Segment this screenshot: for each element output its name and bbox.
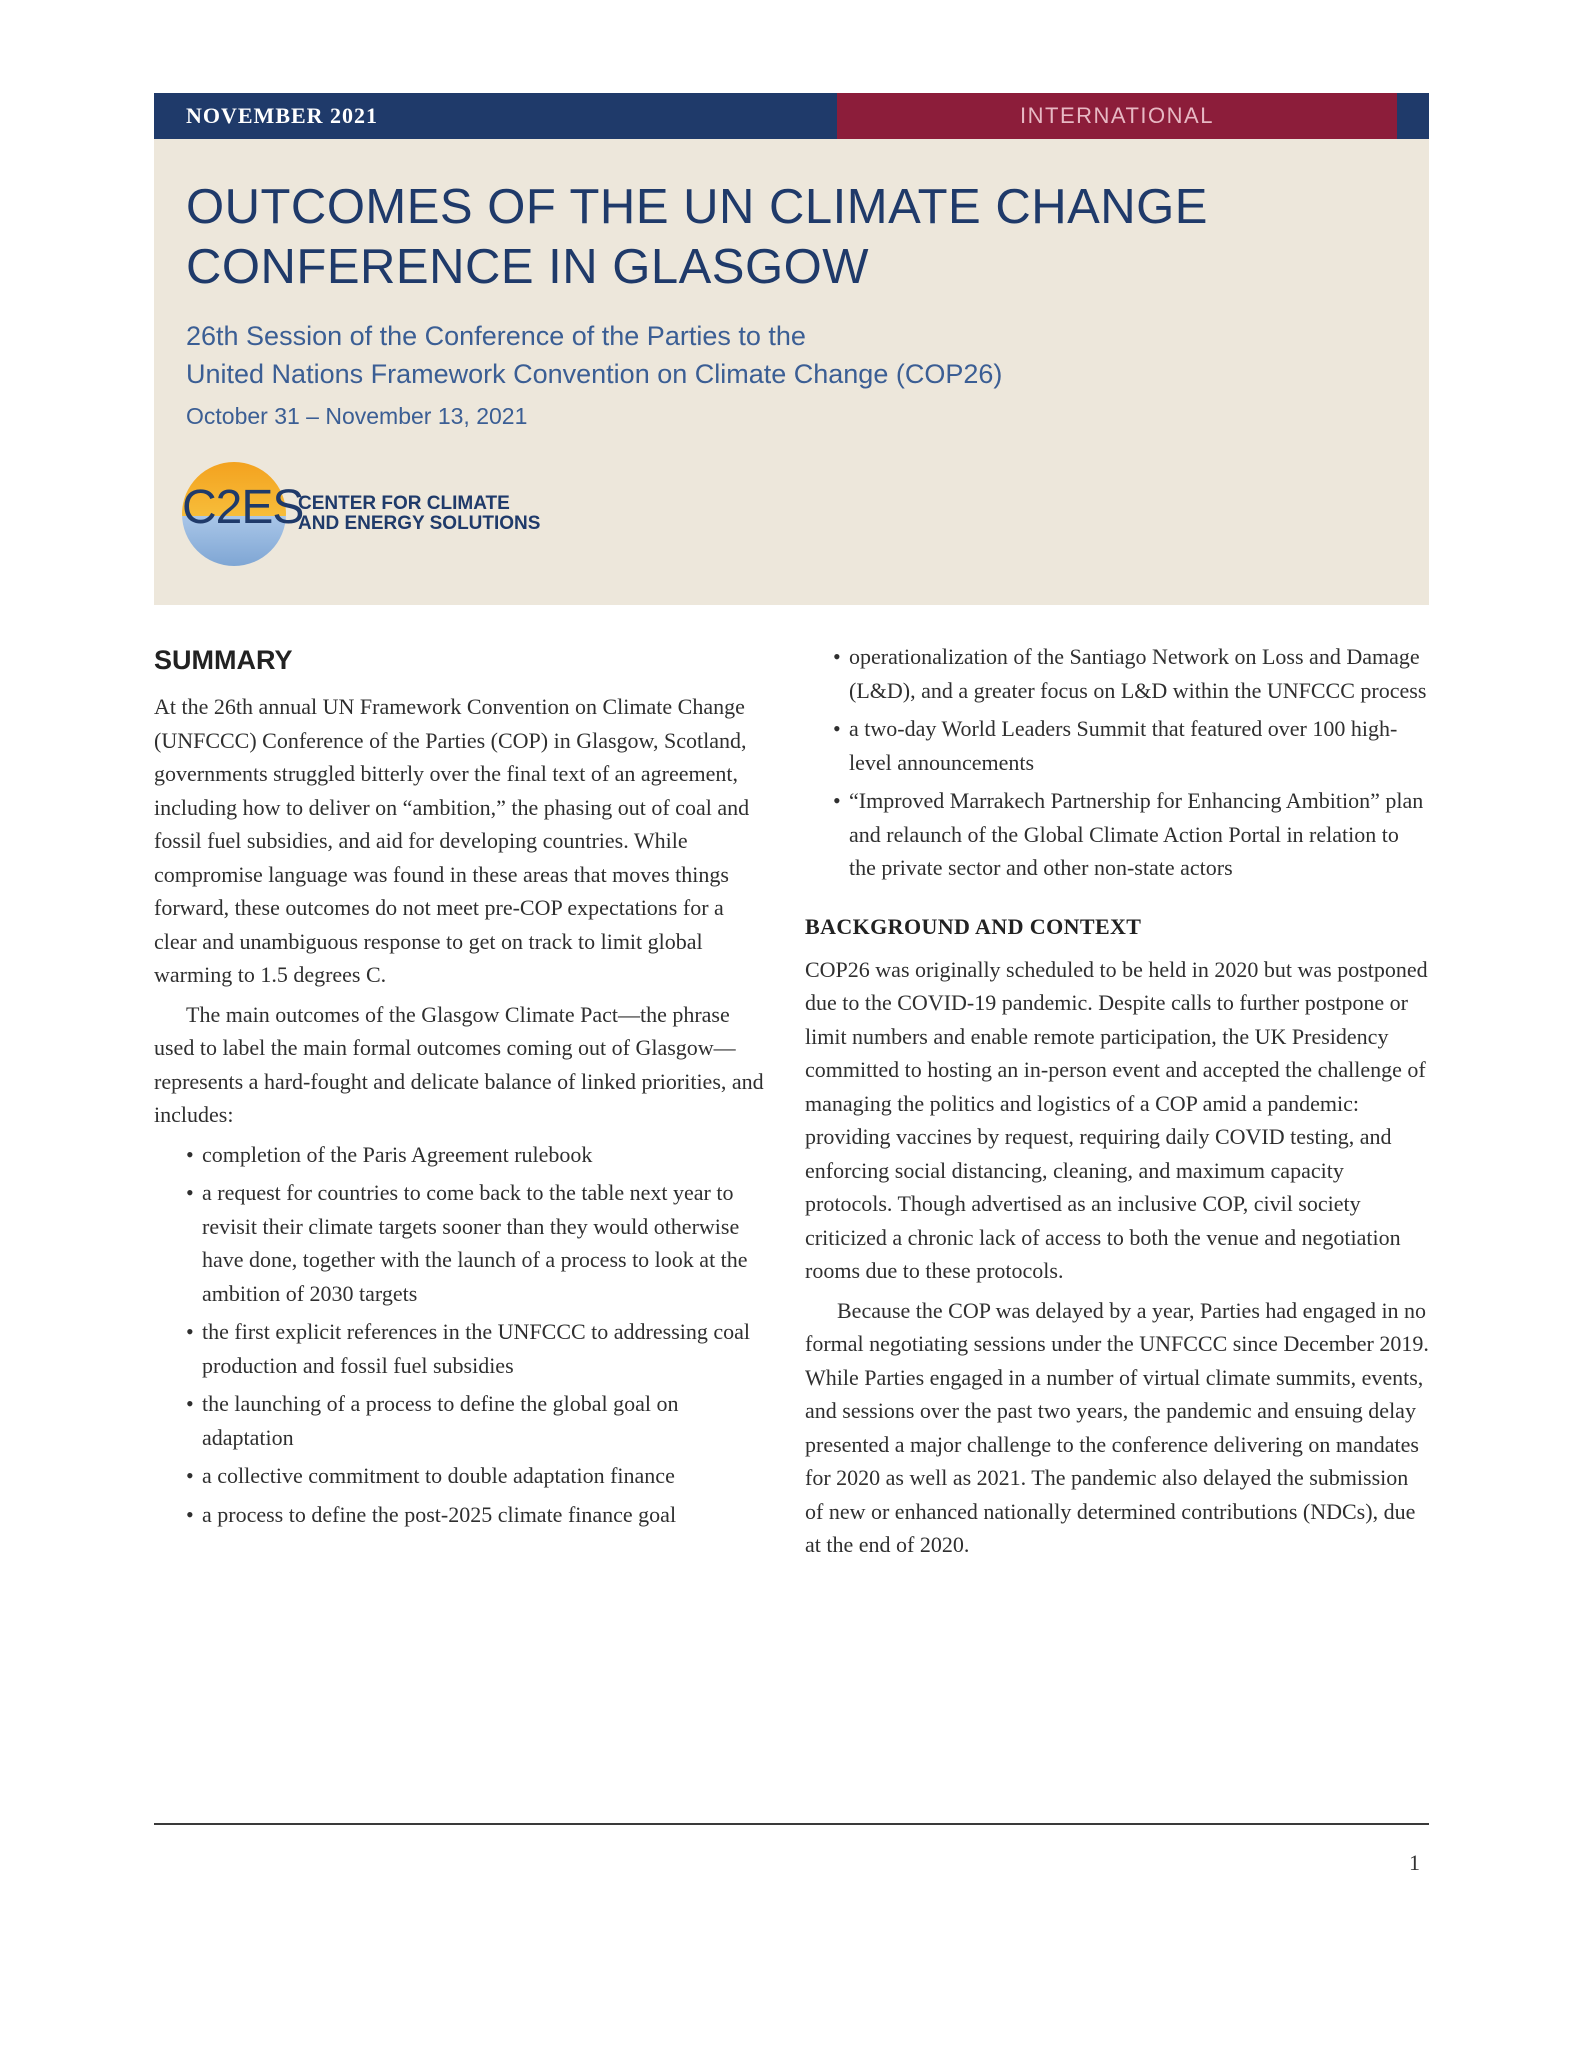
c2es-logo: [182, 462, 602, 570]
background-paragraph-2: Because the COP was delayed by a year, Parties had engaged in no formal negotiating sessions under the UNFCCC since December 2019. While Parties engaged in a number of virtual climate summits, events, and sessions over the past two years, the pandemic and ensuing delay presented a major challenge to the conference delivering on mandates for 2020 as well as 2021. The pandemic also delayed the submission of new or enhanced nationally determined contributions (NDCs), due at the end of 2020.: [805, 1297, 1429, 1557]
issue-date: NOVEMBER 2021: [186, 103, 379, 128]
list-item: • a two-day World Leaders Summit that featured over 100 high-level announcements: [833, 712, 1429, 779]
conference-dates: October 31 – November 13, 2021: [186, 403, 528, 429]
list-item: • the launching of a process to define the global goal on adaptation: [186, 1387, 770, 1454]
list-item: • the first explicit references in the UNFCCC to addressing coal production and fossil fuel subsidies: [186, 1315, 770, 1382]
left-column: [154, 640, 770, 1536]
list-item: • a request for countries to come back to the table next year to revisit their climate targets sooner than they would otherwise have done, together with the launch of a process to look at the ambition of 2030 targets: [186, 1176, 770, 1310]
logo-mark: C2ES: [182, 481, 304, 534]
title-line-1: OUTCOMES OF THE UN CLIMATE CHANGE: [186, 180, 1208, 234]
title-line-2: CONFERENCE IN GLASGOW: [186, 240, 869, 294]
list-item: • “Improved Marrakech Partnership for Enhancing Ambition” plan and relaunch of the Global Climate Action Portal in relation to the private sector and other non-state actors: [833, 784, 1429, 885]
right-column: [805, 640, 1429, 1562]
list-item: • a collective commitment to double adaptation finance: [186, 1459, 770, 1493]
logo-org-name: [298, 494, 540, 534]
top-banner: [154, 93, 1429, 139]
header-panel: [154, 139, 1429, 605]
subtitle: [186, 317, 1002, 393]
subtitle-line-2: United Nations Framework Convention on Climate Change (COP26): [186, 359, 1003, 389]
outcomes-list: [154, 1138, 770, 1532]
section-label: INTERNATIONAL: [837, 93, 1397, 139]
footer-divider: [154, 1823, 1429, 1825]
list-item: • completion of the Paris Agreement rulebook: [186, 1138, 770, 1172]
background-paragraph-1: COP26 was originally scheduled to be held in 2020 but was postponed due to the COVID-19 pandemic. Despite calls to further postpone or limit numbers and enable remote participation, the UK Presidency committed to hosting an in-person event and accepted the challenge of managing the politics and logistics of a COP amid a pandemic: providing vaccines by request, requiring daily COVID testing, and enforcing social distancing, cleaning, and maximum capacity protocols. Though advertised as an inclusive COP, civil society criticized a chronic lack of access to both the venue and negotiation rooms due to these protocols.: [805, 956, 1428, 1283]
logo-org-line-1: CENTER FOR CLIMATE: [298, 493, 510, 514]
summary-paragraph-1: At the 26th annual UN Framework Convention on Climate Change (UNFCCC) Conference of the Parties (COP) in Glasgow, Scotland, governments struggled bitterly over the final text of an agreement, including how to deliver on “ambition,” the phasing out of coal and fossil fuel subsidies, and aid for developing countries. While compromise language was found in these areas that moves things forward, these outcomes do not meet pre-COP expectations for a clear and unambiguous response to get on track to limit global warming to 1.5 degrees C.: [154, 694, 750, 987]
summary-heading: SUMMARY: [154, 645, 293, 675]
background-heading: BACKGROUND AND CONTEXT: [805, 913, 1142, 939]
subtitle-line-1: 26th Session of the Conference of the Parties to the: [186, 321, 806, 351]
page-number: 1: [1409, 1850, 1420, 1875]
logo-org-line-2: AND ENERGY SOLUTIONS: [298, 513, 541, 534]
list-item: • a process to define the post-2025 climate finance goal: [186, 1498, 770, 1532]
list-item: • operationalization of the Santiago Network on Loss and Damage (L&D), and a greater focus on L&D within the UNFCCC process: [833, 640, 1429, 707]
outcomes-list-continued: [805, 640, 1429, 885]
summary-paragraph-2: The main outcomes of the Glasgow Climate Pact—the phrase used to label the main formal outcomes coming out of Glasgow—represents a hard-fought and delicate balance of linked priorities, and includes:: [154, 1001, 764, 1127]
page-title: [186, 177, 1386, 297]
